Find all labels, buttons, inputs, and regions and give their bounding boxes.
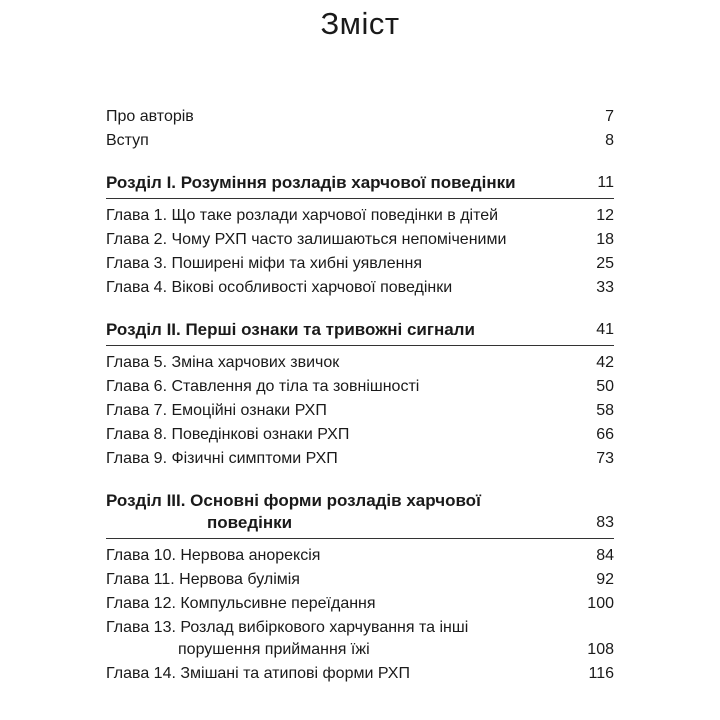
toc-chapter-label: Глава 3. Поширені міфи та хибні уявлення <box>106 255 422 272</box>
toc-chapter-page: 50 <box>596 378 614 395</box>
toc-section-3[interactable] <box>106 490 614 534</box>
toc-chapter-label: Глава 7. Емоційні ознаки РХП <box>106 402 327 419</box>
toc-section-label-line2: поведінки <box>207 513 293 532</box>
toc-chapter-page: 42 <box>596 354 614 371</box>
toc-entry-page: 8 <box>605 132 614 149</box>
toc-section-label: Розділ ІІ. Перші ознаки та тривожні сигнали <box>106 320 475 339</box>
toc-entry-label: Про авторів <box>106 108 194 125</box>
toc-chapter-label: Глава 1. Що таке розлади харчової поведінки в дітей <box>106 207 499 224</box>
toc-chapter-13[interactable] <box>106 617 614 661</box>
toc-chapter-page: 66 <box>596 426 614 443</box>
toc-section-page: 11 <box>597 174 614 191</box>
toc-chapter-page: 58 <box>596 402 614 419</box>
toc-chapter-page: 100 <box>587 595 614 612</box>
toc-chapter-page: 18 <box>596 231 614 248</box>
section-divider <box>106 345 614 346</box>
page-title: Зміст <box>320 6 400 41</box>
toc-chapter-label: Глава 6. Ставлення до тіла та зовнішності <box>106 378 420 395</box>
toc-section-page: 83 <box>596 514 614 531</box>
toc-entry-label: Вступ <box>106 132 149 149</box>
toc-chapter-page: 116 <box>588 665 614 682</box>
toc-chapter-label: Глава 14. Змішані та атипові форми РХП <box>106 665 410 682</box>
toc-chapter-page: 73 <box>596 450 614 467</box>
section-divider <box>106 198 614 199</box>
toc-chapter-label-line2: порушення приймання їжі <box>178 641 370 658</box>
toc-entry-page: 7 <box>605 108 614 125</box>
toc-chapter-label: Глава 2. Чому РХП часто залишаються непоміченими <box>106 231 507 248</box>
toc-chapter-label: Глава 11. Нервова булімія <box>106 571 300 588</box>
table-of-contents-page <box>106 0 614 720</box>
toc-chapter-label: Глава 4. Вікові особливості харчової поведінки <box>106 279 453 296</box>
toc-chapter-page: 84 <box>596 547 614 564</box>
toc-chapter-label-line1: Глава 13. Розлад вибіркового харчування та інші <box>106 619 469 636</box>
toc-chapter-page: 25 <box>596 255 614 272</box>
toc-section-label-line1: Розділ ІІІ. Основні форми розладів харчової <box>106 491 481 510</box>
toc-section-page: 41 <box>596 321 614 338</box>
toc-chapter-page: 12 <box>596 207 614 224</box>
toc-chapter-label: Глава 8. Поведінкові ознаки РХП <box>106 426 350 443</box>
toc-chapter-page: 33 <box>596 279 614 296</box>
toc-chapter-page: 108 <box>587 641 614 658</box>
section-divider <box>106 538 614 539</box>
toc-section-label: Розділ І. Розуміння розладів харчової поведінки <box>106 173 516 192</box>
toc-chapter-page: 92 <box>596 571 614 588</box>
toc-chapter-label: Глава 5. Зміна харчових звичок <box>106 354 340 371</box>
toc-chapter-label: Глава 9. Фізичні симптоми РХП <box>106 450 338 467</box>
toc-chapter-label: Глава 10. Нервова анорексія <box>106 547 321 564</box>
toc-chapter-label: Глава 12. Компульсивне переїдання <box>106 595 376 612</box>
